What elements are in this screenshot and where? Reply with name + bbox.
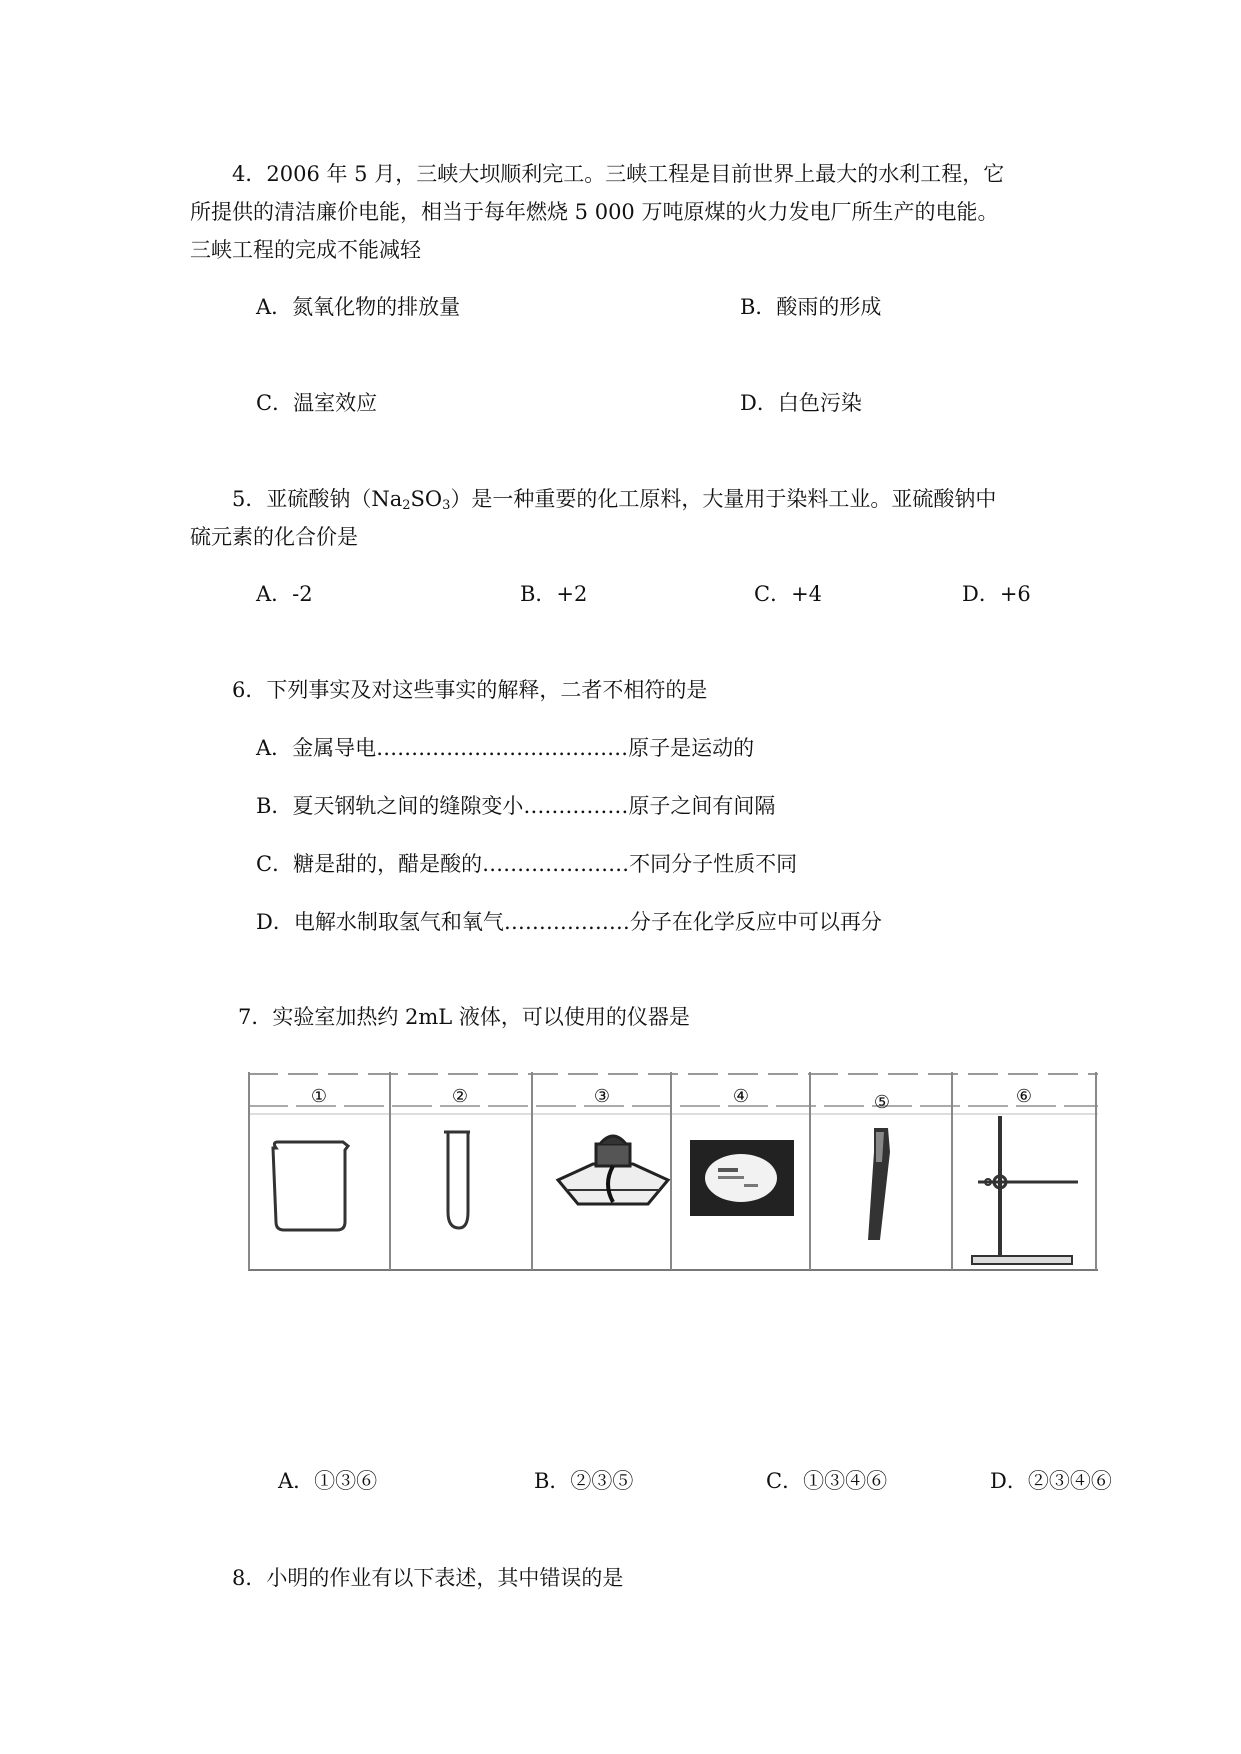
q8-stem: 8．小明的作业有以下表述，其中错误的是 (232, 1566, 624, 1590)
q4-line2: 所提供的清洁廉价电能，相当于每年燃烧 5 000 万吨原煤的火力发电厂所生产的电能。 (190, 200, 999, 224)
test-tube-icon (444, 1132, 470, 1228)
test-tube-holder-icon (868, 1128, 890, 1240)
beaker-icon (273, 1142, 348, 1230)
q5-option-a: A．-2 (256, 582, 313, 606)
q5-line1-post: ）是一种重要的化工原料，大量用于染料工业。亚硫酸钠中 (450, 487, 997, 511)
q4-option-d: D．白色污染 (740, 391, 862, 415)
q4-line1: 4．2006 年 5 月，三峡大坝顺利完工。三峡工程是目前世界上最大的水利工程，它 (232, 162, 1005, 186)
q7-option-b: B．②③⑤ (534, 1469, 634, 1493)
instrument-figure (248, 1072, 1098, 1286)
instrument-figure-frame (248, 1072, 1098, 1286)
asbestos-gauze-icon (690, 1140, 794, 1216)
figure-label-5: ⑤ (873, 1092, 891, 1113)
q5-option-b: B．+2 (520, 582, 588, 606)
q5-option-c: C．+4 (754, 582, 823, 606)
q4-option-c: C．温室效应 (256, 391, 378, 415)
q5-sub-3: 3 (442, 498, 451, 513)
q5-sub-2: 2 (402, 498, 411, 513)
q6-option-a: A．金属导电………………………………原子是运动的 (256, 736, 755, 760)
figure-label-2: ② (451, 1086, 469, 1107)
q6-stem: 6．下列事实及对这些事实的解释，二者不相符的是 (232, 678, 708, 702)
q7-option-c: C．①③④⑥ (766, 1469, 888, 1493)
q6-option-d: D．电解水制取氢气和氧气………………分子在化学反应中可以再分 (256, 910, 882, 934)
iron-stand-icon (972, 1116, 1078, 1264)
q5-line2: 硫元素的化合价是 (190, 525, 358, 549)
q7-option-d: D．②③④⑥ (990, 1469, 1112, 1493)
q4-option-b: B．酸雨的形成 (740, 295, 882, 319)
q7-option-a: A．①③⑥ (278, 1469, 378, 1493)
q5-line1 (232, 489, 996, 512)
figure-label-4: ④ (732, 1086, 750, 1107)
q7-stem: 7．实验室加热约 2mL 液体，可以使用的仪器是 (238, 1005, 690, 1029)
q5-line1-pre: 5．亚硫酸钠（Na (232, 487, 403, 511)
q4-line3: 三峡工程的完成不能减轻 (190, 238, 421, 262)
q5-option-d: D．+6 (962, 582, 1031, 606)
q6-option-c: C．糖是甜的，醋是酸的…………………不同分子性质不同 (256, 852, 798, 876)
q6-option-b: B．夏天钢轨之间的缝隙变小……………原子之间有间隔 (256, 794, 776, 818)
alcohol-lamp-icon (558, 1136, 668, 1204)
figure-label-3: ③ (593, 1086, 611, 1107)
figure-label-1: ① (310, 1086, 328, 1107)
q4-option-a: A．氮氧化物的排放量 (256, 295, 461, 319)
figure-label-6: ⑥ (1015, 1086, 1033, 1107)
q5-line1-mid: SO (410, 487, 443, 511)
